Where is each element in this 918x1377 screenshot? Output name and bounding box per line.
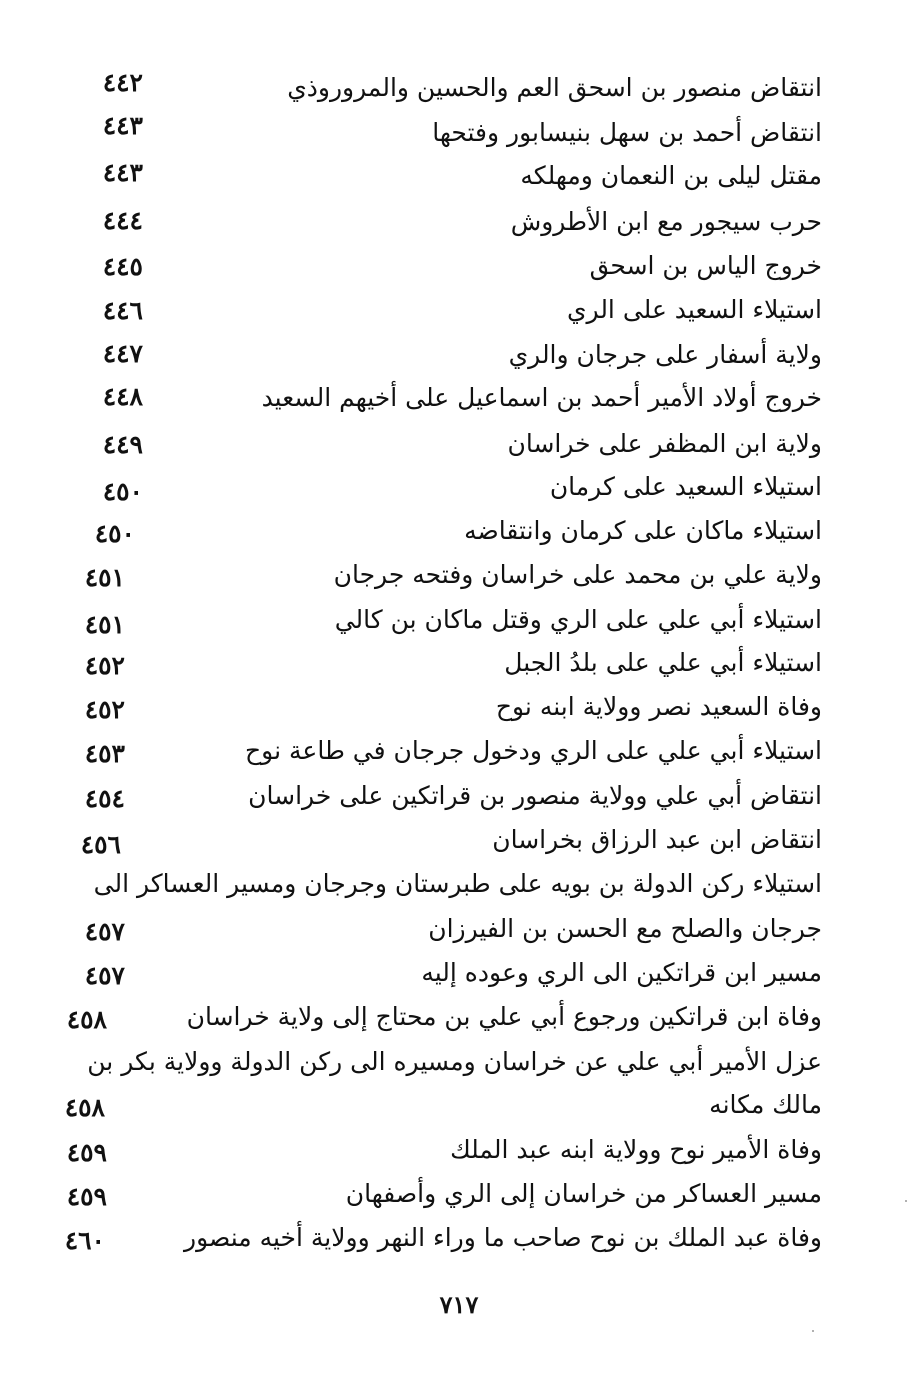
toc-entry-title: انتقاض منصور بن اسحق العم والحسين والمروروذي: [287, 73, 822, 102]
toc-entry-title: عزل الأمير أبي علي عن خراسان ومسيره الى ركن الدولة وولاية بكر بن: [87, 1047, 822, 1076]
toc-entry-title: استيلاء السعيد على الري: [566, 295, 822, 324]
toc-entry-title: خروج أولاد الأمير أحمد بن اسماعيل على أخيهم السعيد: [261, 383, 822, 412]
toc-entry-page: ٤٥٠: [94, 519, 135, 548]
toc-entry-title: انتقاض أبي علي وولاية منصور بن قراتكين على خراسان: [248, 781, 822, 810]
toc-entry-page: ٤٤٣: [102, 158, 143, 187]
toc-entry-page: ٤٤٢: [102, 68, 143, 97]
toc-entry-title: استيلاء السعيد على كرمان: [549, 472, 822, 501]
toc-entry-title: استيلاء ركن الدولة بن بويه على طبرستان وجرجان ومسير العساكر الى: [93, 869, 822, 898]
toc-entry-title: استيلاء أبي علي على الري وقتل ماكان بن كالي: [334, 605, 822, 634]
toc-entry-page: ٤٤٨: [102, 382, 143, 411]
paper-speck: [812, 1330, 814, 1332]
toc-entry-title: وفاة ابن قراتكين ورجوع أبي علي بن محتاج إلى ولاية خراسان: [186, 1002, 822, 1031]
toc-entry-page: ٤٤٩: [102, 430, 143, 459]
paper-speck: [905, 1200, 907, 1202]
toc-entry-page: ٤٤٧: [102, 339, 143, 368]
toc-entry-title: استيلاء ماكان على كرمان وانتقاضه: [464, 516, 822, 545]
toc-entry-title: استيلاء أبي علي على الري ودخول جرجان في طاعة نوح: [245, 736, 822, 765]
toc-entry-title: استيلاء أبي علي على بلدُ الجبل: [504, 648, 822, 677]
toc-entry-title: انتقاض أحمد بن سهل بنيسابور وفتحها: [432, 118, 822, 147]
toc-entry-page: ٤٤٦: [102, 296, 143, 325]
toc-entry-title: مسير ابن قراتكين الى الري وعوده إليه: [421, 958, 822, 987]
toc-entry-title: وفاة عبد الملك بن نوح صاحب ما وراء النهر وولاية أخيه منصور: [184, 1223, 822, 1252]
toc-entry-page: ٤٥٢: [84, 651, 125, 680]
toc-entry-title: مسير العساكر من خراسان إلى الري وأصفهان: [345, 1179, 822, 1208]
toc-entry-title: انتقاض ابن عبد الرزاق بخراسان: [492, 825, 822, 854]
toc-entry-page: ٤٥٦: [80, 830, 121, 859]
toc-entry-page: ٤٥٠: [102, 477, 143, 506]
toc-entry-page: ٤٥٩: [66, 1138, 107, 1167]
toc-entry-title: مقتل ليلى بن النعمان ومهلكه: [520, 161, 822, 190]
toc-entry-title: وفاة الأمير نوح وولاية ابنه عبد الملك: [450, 1135, 822, 1164]
toc-entry-title: جرجان والصلح مع الحسن بن الفيرزان: [428, 914, 822, 943]
toc-entry-title: خروج الياس بن اسحق: [589, 251, 822, 280]
toc-entry-page: ٤٦٠: [64, 1226, 105, 1255]
toc-entry-page: ٤٥١: [84, 563, 125, 592]
page-number: ٧١٧: [439, 1290, 479, 1319]
toc-entry-page: ٤٥٤: [84, 784, 125, 813]
toc-entry-page: ٤٥٩: [66, 1182, 107, 1211]
toc-entry-page: ٤٥٧: [84, 917, 125, 946]
toc-entry-title: ولاية علي بن محمد على خراسان وفتحه جرجان: [333, 560, 822, 589]
toc-entry-title: ولاية أسفار على جرجان والري: [508, 340, 822, 369]
toc-entry-page: ٤٥٨: [66, 1005, 107, 1034]
toc-entry-title: ولاية ابن المظفر على خراسان: [507, 429, 822, 458]
toc-entry-title: وفاة السعيد نصر وولاية ابنه نوح: [495, 692, 822, 721]
toc-entry-title: حرب سيجور مع ابن الأطروش: [510, 207, 822, 236]
toc-entry-page: ٤٥٧: [84, 961, 125, 990]
toc-entry-page: ٤٥٢: [84, 695, 125, 724]
toc-entry-page: ٤٥٨: [64, 1093, 105, 1122]
toc-entry-page: ٤٤٤: [102, 206, 143, 235]
toc-entry-page: ٤٤٥: [102, 252, 143, 281]
toc-entry-page: ٤٥٣: [84, 739, 125, 768]
toc-entry-page: ٤٤٣: [102, 111, 143, 140]
toc-entry-title: مالك مكانه: [709, 1090, 822, 1119]
toc-entry-page: ٤٥١: [84, 610, 125, 639]
